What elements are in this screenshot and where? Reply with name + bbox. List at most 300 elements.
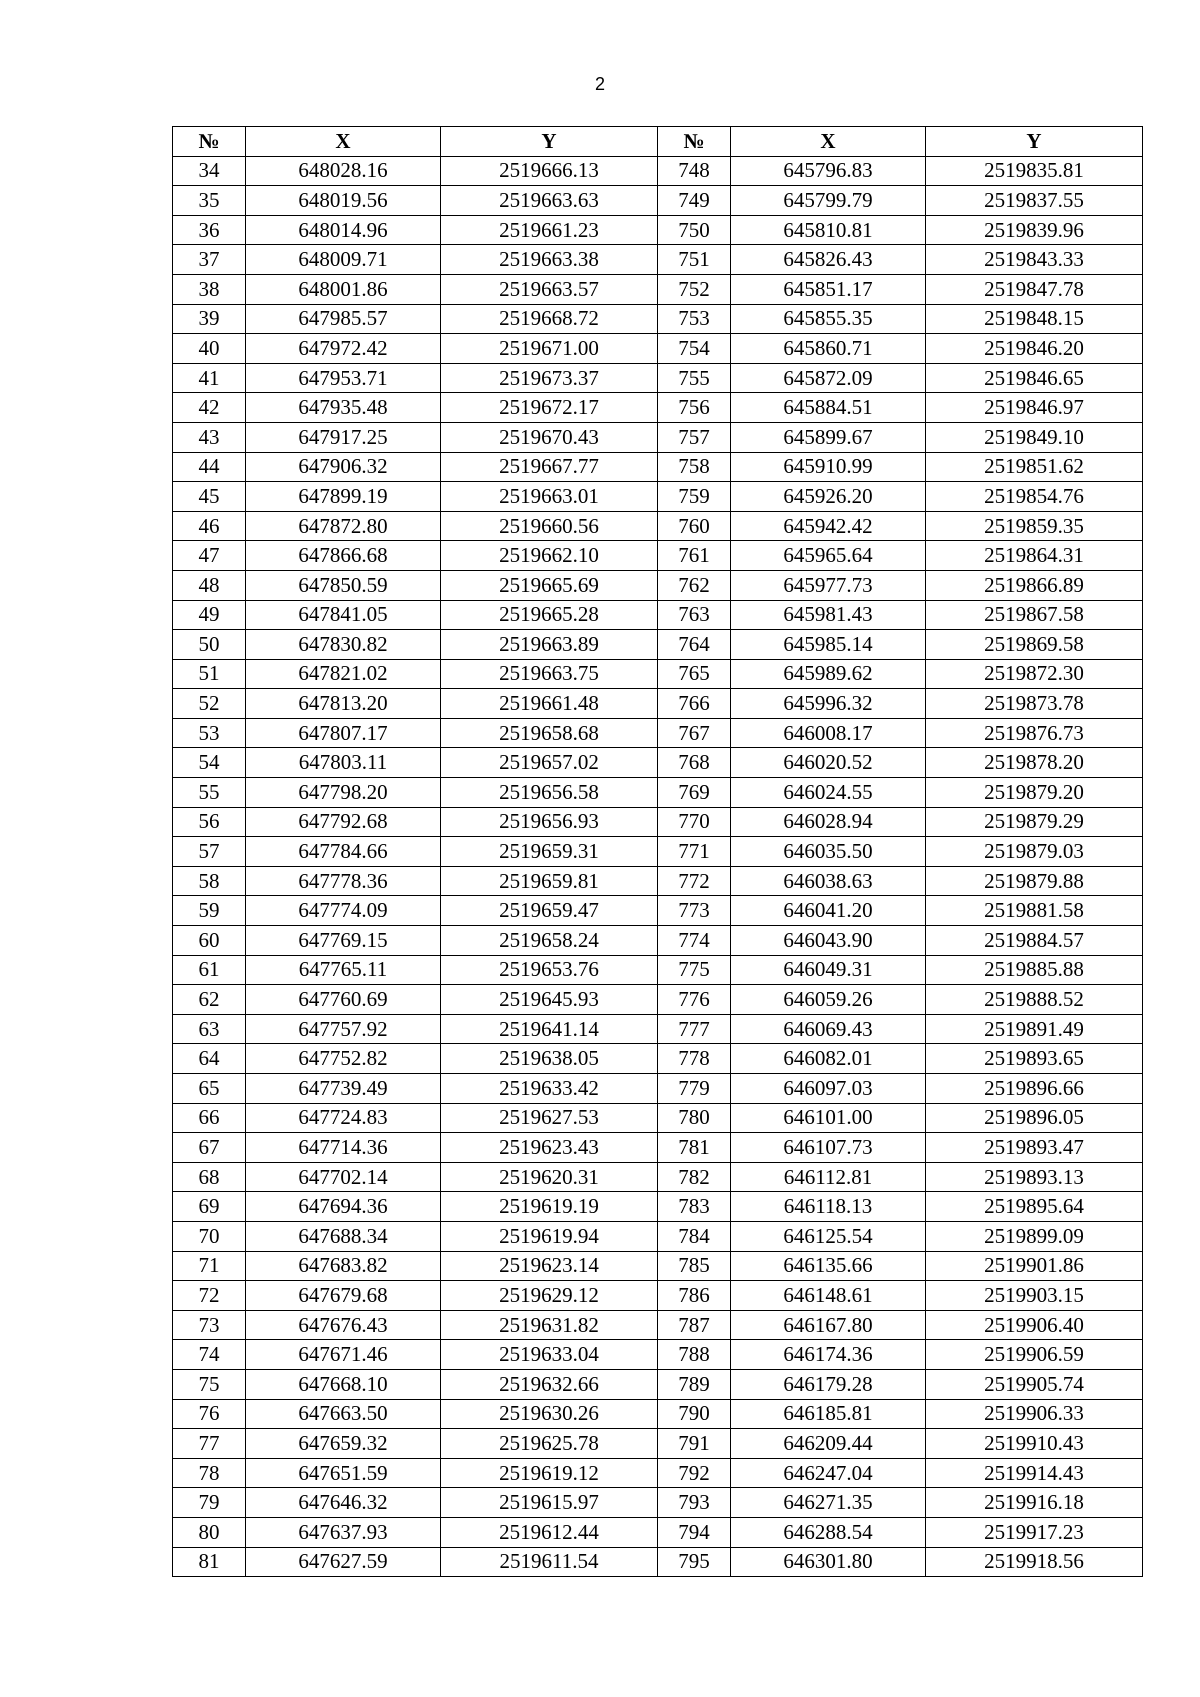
y-coordinate-left: 2519645.93 bbox=[441, 985, 658, 1015]
table-row bbox=[173, 748, 1143, 778]
table-row bbox=[173, 1074, 1143, 1104]
y-coordinate-right: 2519879.03 bbox=[926, 837, 1143, 867]
x-coordinate-right: 646107.73 bbox=[731, 1133, 926, 1163]
y-coordinate-left: 2519612.44 bbox=[441, 1517, 658, 1547]
y-coordinate-left: 2519663.57 bbox=[441, 274, 658, 304]
y-coordinate-right: 2519896.05 bbox=[926, 1103, 1143, 1133]
y-coordinate-left: 2519662.10 bbox=[441, 541, 658, 571]
point-number-left: 56 bbox=[173, 807, 246, 837]
point-number-left: 45 bbox=[173, 482, 246, 512]
x-coordinate-left: 648019.56 bbox=[246, 186, 441, 216]
x-coordinate-right: 645872.09 bbox=[731, 363, 926, 393]
table-row bbox=[173, 156, 1143, 186]
table-row bbox=[173, 955, 1143, 985]
x-coordinate-left: 647798.20 bbox=[246, 778, 441, 808]
point-number-left: 50 bbox=[173, 630, 246, 660]
x-coordinate-left: 647760.69 bbox=[246, 985, 441, 1015]
table-row bbox=[173, 334, 1143, 364]
y-coordinate-right: 2519879.20 bbox=[926, 778, 1143, 808]
y-coordinate-right: 2519914.43 bbox=[926, 1458, 1143, 1488]
x-coordinate-right: 646028.94 bbox=[731, 807, 926, 837]
y-coordinate-left: 2519671.00 bbox=[441, 334, 658, 364]
table-row bbox=[173, 718, 1143, 748]
y-coordinate-left: 2519673.37 bbox=[441, 363, 658, 393]
point-number-left: 60 bbox=[173, 926, 246, 956]
y-coordinate-right: 2519846.65 bbox=[926, 363, 1143, 393]
x-coordinate-left: 647702.14 bbox=[246, 1162, 441, 1192]
table-row bbox=[173, 896, 1143, 926]
header-number-left: № bbox=[173, 127, 246, 157]
x-coordinate-left: 647694.36 bbox=[246, 1192, 441, 1222]
y-coordinate-right: 2519899.09 bbox=[926, 1221, 1143, 1251]
y-coordinate-left: 2519663.63 bbox=[441, 186, 658, 216]
point-number-right: 776 bbox=[658, 985, 731, 1015]
x-coordinate-right: 646179.28 bbox=[731, 1369, 926, 1399]
y-coordinate-right: 2519851.62 bbox=[926, 452, 1143, 482]
header-number-right: № bbox=[658, 127, 731, 157]
x-coordinate-right: 646118.13 bbox=[731, 1192, 926, 1222]
point-number-left: 42 bbox=[173, 393, 246, 423]
y-coordinate-left: 2519625.78 bbox=[441, 1429, 658, 1459]
table-row bbox=[173, 985, 1143, 1015]
y-coordinate-right: 2519837.55 bbox=[926, 186, 1143, 216]
point-number-left: 44 bbox=[173, 452, 246, 482]
x-coordinate-left: 647739.49 bbox=[246, 1074, 441, 1104]
y-coordinate-right: 2519906.40 bbox=[926, 1310, 1143, 1340]
x-coordinate-right: 646043.90 bbox=[731, 926, 926, 956]
x-coordinate-left: 647757.92 bbox=[246, 1014, 441, 1044]
point-number-right: 783 bbox=[658, 1192, 731, 1222]
point-number-right: 756 bbox=[658, 393, 731, 423]
y-coordinate-left: 2519658.68 bbox=[441, 718, 658, 748]
point-number-right: 789 bbox=[658, 1369, 731, 1399]
y-coordinate-left: 2519665.69 bbox=[441, 570, 658, 600]
x-coordinate-right: 646069.43 bbox=[731, 1014, 926, 1044]
point-number-left: 76 bbox=[173, 1399, 246, 1429]
x-coordinate-left: 647651.59 bbox=[246, 1458, 441, 1488]
coordinates-table bbox=[172, 126, 1143, 1577]
x-coordinate-left: 647688.34 bbox=[246, 1221, 441, 1251]
point-number-right: 763 bbox=[658, 600, 731, 630]
y-coordinate-right: 2519872.30 bbox=[926, 659, 1143, 689]
point-number-right: 768 bbox=[658, 748, 731, 778]
point-number-left: 35 bbox=[173, 186, 246, 216]
point-number-left: 66 bbox=[173, 1103, 246, 1133]
table-row bbox=[173, 1221, 1143, 1251]
point-number-left: 69 bbox=[173, 1192, 246, 1222]
header-y-left: Y bbox=[441, 127, 658, 157]
point-number-right: 760 bbox=[658, 511, 731, 541]
x-coordinate-left: 647778.36 bbox=[246, 866, 441, 896]
y-coordinate-left: 2519623.43 bbox=[441, 1133, 658, 1163]
point-number-left: 48 bbox=[173, 570, 246, 600]
header-y-right: Y bbox=[926, 127, 1143, 157]
point-number-right: 770 bbox=[658, 807, 731, 837]
table-row bbox=[173, 1399, 1143, 1429]
point-number-left: 54 bbox=[173, 748, 246, 778]
x-coordinate-right: 646082.01 bbox=[731, 1044, 926, 1074]
table-row bbox=[173, 1014, 1143, 1044]
x-coordinate-right: 646271.35 bbox=[731, 1488, 926, 1518]
x-coordinate-left: 647866.68 bbox=[246, 541, 441, 571]
x-coordinate-left: 647821.02 bbox=[246, 659, 441, 689]
point-number-left: 63 bbox=[173, 1014, 246, 1044]
x-coordinate-left: 647683.82 bbox=[246, 1251, 441, 1281]
x-coordinate-left: 647985.57 bbox=[246, 304, 441, 334]
point-number-left: 40 bbox=[173, 334, 246, 364]
y-coordinate-left: 2519663.38 bbox=[441, 245, 658, 275]
point-number-right: 753 bbox=[658, 304, 731, 334]
x-coordinate-left: 647679.68 bbox=[246, 1281, 441, 1311]
table-row bbox=[173, 1310, 1143, 1340]
y-coordinate-right: 2519869.58 bbox=[926, 630, 1143, 660]
y-coordinate-right: 2519891.49 bbox=[926, 1014, 1143, 1044]
x-coordinate-right: 646035.50 bbox=[731, 837, 926, 867]
point-number-right: 755 bbox=[658, 363, 731, 393]
x-coordinate-left: 647813.20 bbox=[246, 689, 441, 719]
x-coordinate-left: 647872.80 bbox=[246, 511, 441, 541]
x-coordinate-left: 647774.09 bbox=[246, 896, 441, 926]
y-coordinate-right: 2519848.15 bbox=[926, 304, 1143, 334]
page-number: 2 bbox=[594, 74, 605, 94]
table-row bbox=[173, 393, 1143, 423]
x-coordinate-right: 645942.42 bbox=[731, 511, 926, 541]
table-row bbox=[173, 1517, 1143, 1547]
y-coordinate-right: 2519878.20 bbox=[926, 748, 1143, 778]
point-number-right: 762 bbox=[658, 570, 731, 600]
table-row bbox=[173, 1340, 1143, 1370]
y-coordinate-right: 2519846.20 bbox=[926, 334, 1143, 364]
x-coordinate-right: 645996.32 bbox=[731, 689, 926, 719]
point-number-right: 782 bbox=[658, 1162, 731, 1192]
point-number-right: 775 bbox=[658, 955, 731, 985]
y-coordinate-right: 2519866.89 bbox=[926, 570, 1143, 600]
point-number-left: 75 bbox=[173, 1369, 246, 1399]
x-coordinate-left: 647659.32 bbox=[246, 1429, 441, 1459]
y-coordinate-right: 2519916.18 bbox=[926, 1488, 1143, 1518]
table-row bbox=[173, 807, 1143, 837]
point-number-right: 766 bbox=[658, 689, 731, 719]
point-number-left: 52 bbox=[173, 689, 246, 719]
x-coordinate-left: 647917.25 bbox=[246, 422, 441, 452]
y-coordinate-left: 2519658.24 bbox=[441, 926, 658, 956]
x-coordinate-right: 645926.20 bbox=[731, 482, 926, 512]
y-coordinate-left: 2519638.05 bbox=[441, 1044, 658, 1074]
point-number-right: 765 bbox=[658, 659, 731, 689]
x-coordinate-left: 647972.42 bbox=[246, 334, 441, 364]
x-coordinate-right: 645799.79 bbox=[731, 186, 926, 216]
y-coordinate-left: 2519619.19 bbox=[441, 1192, 658, 1222]
table-row bbox=[173, 1192, 1143, 1222]
x-coordinate-right: 645855.35 bbox=[731, 304, 926, 334]
table-row bbox=[173, 363, 1143, 393]
x-coordinate-right: 645884.51 bbox=[731, 393, 926, 423]
y-coordinate-right: 2519839.96 bbox=[926, 215, 1143, 245]
x-coordinate-left: 647646.32 bbox=[246, 1488, 441, 1518]
x-coordinate-right: 646059.26 bbox=[731, 985, 926, 1015]
x-coordinate-left: 647637.93 bbox=[246, 1517, 441, 1547]
y-coordinate-left: 2519659.47 bbox=[441, 896, 658, 926]
point-number-left: 51 bbox=[173, 659, 246, 689]
point-number-left: 80 bbox=[173, 1517, 246, 1547]
point-number-right: 790 bbox=[658, 1399, 731, 1429]
y-coordinate-left: 2519619.94 bbox=[441, 1221, 658, 1251]
y-coordinate-right: 2519867.58 bbox=[926, 600, 1143, 630]
table-row bbox=[173, 452, 1143, 482]
point-number-right: 751 bbox=[658, 245, 731, 275]
table-row bbox=[173, 837, 1143, 867]
y-coordinate-right: 2519888.52 bbox=[926, 985, 1143, 1015]
x-coordinate-right: 646247.04 bbox=[731, 1458, 926, 1488]
x-coordinate-right: 646209.44 bbox=[731, 1429, 926, 1459]
y-coordinate-right: 2519864.31 bbox=[926, 541, 1143, 571]
point-number-left: 53 bbox=[173, 718, 246, 748]
y-coordinate-left: 2519611.54 bbox=[441, 1547, 658, 1577]
point-number-left: 79 bbox=[173, 1488, 246, 1518]
table-row bbox=[173, 511, 1143, 541]
x-coordinate-right: 645965.64 bbox=[731, 541, 926, 571]
point-number-right: 761 bbox=[658, 541, 731, 571]
x-coordinate-left: 647784.66 bbox=[246, 837, 441, 867]
y-coordinate-right: 2519859.35 bbox=[926, 511, 1143, 541]
y-coordinate-left: 2519663.75 bbox=[441, 659, 658, 689]
x-coordinate-right: 645977.73 bbox=[731, 570, 926, 600]
y-coordinate-left: 2519661.23 bbox=[441, 215, 658, 245]
table-row bbox=[173, 1044, 1143, 1074]
point-number-right: 781 bbox=[658, 1133, 731, 1163]
x-coordinate-left: 647906.32 bbox=[246, 452, 441, 482]
y-coordinate-left: 2519633.42 bbox=[441, 1074, 658, 1104]
point-number-right: 767 bbox=[658, 718, 731, 748]
table-row bbox=[173, 570, 1143, 600]
y-coordinate-right: 2519884.57 bbox=[926, 926, 1143, 956]
x-coordinate-right: 646008.17 bbox=[731, 718, 926, 748]
table-row bbox=[173, 926, 1143, 956]
point-number-left: 57 bbox=[173, 837, 246, 867]
y-coordinate-left: 2519632.66 bbox=[441, 1369, 658, 1399]
x-coordinate-right: 645910.99 bbox=[731, 452, 926, 482]
x-coordinate-left: 647850.59 bbox=[246, 570, 441, 600]
point-number-left: 55 bbox=[173, 778, 246, 808]
table-row bbox=[173, 1547, 1143, 1577]
table-row bbox=[173, 1281, 1143, 1311]
y-coordinate-left: 2519620.31 bbox=[441, 1162, 658, 1192]
table-body bbox=[173, 156, 1143, 1577]
y-coordinate-right: 2519854.76 bbox=[926, 482, 1143, 512]
y-coordinate-right: 2519879.88 bbox=[926, 866, 1143, 896]
y-coordinate-left: 2519629.12 bbox=[441, 1281, 658, 1311]
x-coordinate-right: 646301.80 bbox=[731, 1547, 926, 1577]
y-coordinate-right: 2519917.23 bbox=[926, 1517, 1143, 1547]
x-coordinate-right: 646097.03 bbox=[731, 1074, 926, 1104]
table-row bbox=[173, 1458, 1143, 1488]
y-coordinate-right: 2519896.66 bbox=[926, 1074, 1143, 1104]
table-row bbox=[173, 1251, 1143, 1281]
y-coordinate-left: 2519666.13 bbox=[441, 156, 658, 186]
table-row bbox=[173, 778, 1143, 808]
table-row bbox=[173, 186, 1143, 216]
table-row bbox=[173, 215, 1143, 245]
y-coordinate-right: 2519835.81 bbox=[926, 156, 1143, 186]
header-x-right: X bbox=[731, 127, 926, 157]
y-coordinate-right: 2519885.88 bbox=[926, 955, 1143, 985]
point-number-right: 750 bbox=[658, 215, 731, 245]
point-number-left: 43 bbox=[173, 422, 246, 452]
y-coordinate-right: 2519906.33 bbox=[926, 1399, 1143, 1429]
point-number-left: 41 bbox=[173, 363, 246, 393]
point-number-right: 784 bbox=[658, 1221, 731, 1251]
x-coordinate-left: 647807.17 bbox=[246, 718, 441, 748]
table-row bbox=[173, 1162, 1143, 1192]
point-number-right: 754 bbox=[658, 334, 731, 364]
point-number-right: 749 bbox=[658, 186, 731, 216]
table-header-row bbox=[173, 127, 1143, 157]
x-coordinate-left: 647803.11 bbox=[246, 748, 441, 778]
point-number-right: 759 bbox=[658, 482, 731, 512]
table-row bbox=[173, 1133, 1143, 1163]
x-coordinate-right: 646038.63 bbox=[731, 866, 926, 896]
table-row bbox=[173, 630, 1143, 660]
x-coordinate-right: 646167.80 bbox=[731, 1310, 926, 1340]
y-coordinate-right: 2519895.64 bbox=[926, 1192, 1143, 1222]
point-number-left: 73 bbox=[173, 1310, 246, 1340]
y-coordinate-left: 2519656.93 bbox=[441, 807, 658, 837]
point-number-left: 65 bbox=[173, 1074, 246, 1104]
table-row bbox=[173, 689, 1143, 719]
x-coordinate-left: 648001.86 bbox=[246, 274, 441, 304]
point-number-right: 764 bbox=[658, 630, 731, 660]
table-row bbox=[173, 482, 1143, 512]
point-number-right: 772 bbox=[658, 866, 731, 896]
x-coordinate-left: 647671.46 bbox=[246, 1340, 441, 1370]
point-number-left: 38 bbox=[173, 274, 246, 304]
point-number-left: 47 bbox=[173, 541, 246, 571]
x-coordinate-right: 645851.17 bbox=[731, 274, 926, 304]
point-number-right: 786 bbox=[658, 1281, 731, 1311]
point-number-right: 748 bbox=[658, 156, 731, 186]
y-coordinate-left: 2519627.53 bbox=[441, 1103, 658, 1133]
x-coordinate-right: 645989.62 bbox=[731, 659, 926, 689]
table-row bbox=[173, 541, 1143, 571]
table-row bbox=[173, 659, 1143, 689]
y-coordinate-right: 2519846.97 bbox=[926, 393, 1143, 423]
point-number-left: 71 bbox=[173, 1251, 246, 1281]
x-coordinate-right: 646185.81 bbox=[731, 1399, 926, 1429]
point-number-left: 78 bbox=[173, 1458, 246, 1488]
point-number-right: 758 bbox=[658, 452, 731, 482]
x-coordinate-right: 646174.36 bbox=[731, 1340, 926, 1370]
y-coordinate-left: 2519659.81 bbox=[441, 866, 658, 896]
point-number-right: 785 bbox=[658, 1251, 731, 1281]
x-coordinate-left: 647752.82 bbox=[246, 1044, 441, 1074]
point-number-left: 58 bbox=[173, 866, 246, 896]
point-number-right: 769 bbox=[658, 778, 731, 808]
point-number-left: 39 bbox=[173, 304, 246, 334]
x-coordinate-left: 647899.19 bbox=[246, 482, 441, 512]
y-coordinate-left: 2519660.56 bbox=[441, 511, 658, 541]
y-coordinate-left: 2519615.97 bbox=[441, 1488, 658, 1518]
table-row bbox=[173, 422, 1143, 452]
y-coordinate-left: 2519672.17 bbox=[441, 393, 658, 423]
x-coordinate-right: 645810.81 bbox=[731, 215, 926, 245]
point-number-left: 72 bbox=[173, 1281, 246, 1311]
x-coordinate-right: 646125.54 bbox=[731, 1221, 926, 1251]
y-coordinate-right: 2519876.73 bbox=[926, 718, 1143, 748]
y-coordinate-right: 2519843.33 bbox=[926, 245, 1143, 275]
table-row bbox=[173, 1488, 1143, 1518]
y-coordinate-right: 2519881.58 bbox=[926, 896, 1143, 926]
point-number-left: 34 bbox=[173, 156, 246, 186]
y-coordinate-left: 2519661.48 bbox=[441, 689, 658, 719]
point-number-right: 774 bbox=[658, 926, 731, 956]
y-coordinate-left: 2519663.89 bbox=[441, 630, 658, 660]
x-coordinate-left: 647769.15 bbox=[246, 926, 441, 956]
x-coordinate-right: 646101.00 bbox=[731, 1103, 926, 1133]
point-number-left: 49 bbox=[173, 600, 246, 630]
point-number-left: 59 bbox=[173, 896, 246, 926]
point-number-right: 792 bbox=[658, 1458, 731, 1488]
point-number-left: 37 bbox=[173, 245, 246, 275]
point-number-right: 757 bbox=[658, 422, 731, 452]
x-coordinate-right: 646135.66 bbox=[731, 1251, 926, 1281]
y-coordinate-left: 2519667.77 bbox=[441, 452, 658, 482]
x-coordinate-right: 645796.83 bbox=[731, 156, 926, 186]
x-coordinate-right: 646288.54 bbox=[731, 1517, 926, 1547]
point-number-left: 46 bbox=[173, 511, 246, 541]
y-coordinate-left: 2519631.82 bbox=[441, 1310, 658, 1340]
point-number-left: 81 bbox=[173, 1547, 246, 1577]
y-coordinate-right: 2519879.29 bbox=[926, 807, 1143, 837]
y-coordinate-left: 2519663.01 bbox=[441, 482, 658, 512]
y-coordinate-left: 2519619.12 bbox=[441, 1458, 658, 1488]
x-coordinate-left: 647676.43 bbox=[246, 1310, 441, 1340]
x-coordinate-left: 647724.83 bbox=[246, 1103, 441, 1133]
table-row bbox=[173, 866, 1143, 896]
x-coordinate-right: 646020.52 bbox=[731, 748, 926, 778]
x-coordinate-right: 645826.43 bbox=[731, 245, 926, 275]
point-number-right: 752 bbox=[658, 274, 731, 304]
x-coordinate-left: 647935.48 bbox=[246, 393, 441, 423]
point-number-right: 787 bbox=[658, 1310, 731, 1340]
y-coordinate-left: 2519659.31 bbox=[441, 837, 658, 867]
y-coordinate-right: 2519893.65 bbox=[926, 1044, 1143, 1074]
point-number-right: 795 bbox=[658, 1547, 731, 1577]
y-coordinate-left: 2519623.14 bbox=[441, 1251, 658, 1281]
point-number-left: 62 bbox=[173, 985, 246, 1015]
x-coordinate-left: 648028.16 bbox=[246, 156, 441, 186]
y-coordinate-left: 2519630.26 bbox=[441, 1399, 658, 1429]
y-coordinate-right: 2519905.74 bbox=[926, 1369, 1143, 1399]
point-number-right: 794 bbox=[658, 1517, 731, 1547]
point-number-left: 70 bbox=[173, 1221, 246, 1251]
x-coordinate-left: 647765.11 bbox=[246, 955, 441, 985]
x-coordinate-right: 646148.61 bbox=[731, 1281, 926, 1311]
y-coordinate-left: 2519668.72 bbox=[441, 304, 658, 334]
point-number-right: 788 bbox=[658, 1340, 731, 1370]
point-number-left: 77 bbox=[173, 1429, 246, 1459]
point-number-left: 74 bbox=[173, 1340, 246, 1370]
y-coordinate-left: 2519665.28 bbox=[441, 600, 658, 630]
point-number-right: 791 bbox=[658, 1429, 731, 1459]
y-coordinate-left: 2519657.02 bbox=[441, 748, 658, 778]
table-row bbox=[173, 274, 1143, 304]
y-coordinate-right: 2519893.13 bbox=[926, 1162, 1143, 1192]
x-coordinate-right: 645899.67 bbox=[731, 422, 926, 452]
x-coordinate-right: 645860.71 bbox=[731, 334, 926, 364]
y-coordinate-right: 2519906.59 bbox=[926, 1340, 1143, 1370]
y-coordinate-left: 2519670.43 bbox=[441, 422, 658, 452]
point-number-right: 793 bbox=[658, 1488, 731, 1518]
